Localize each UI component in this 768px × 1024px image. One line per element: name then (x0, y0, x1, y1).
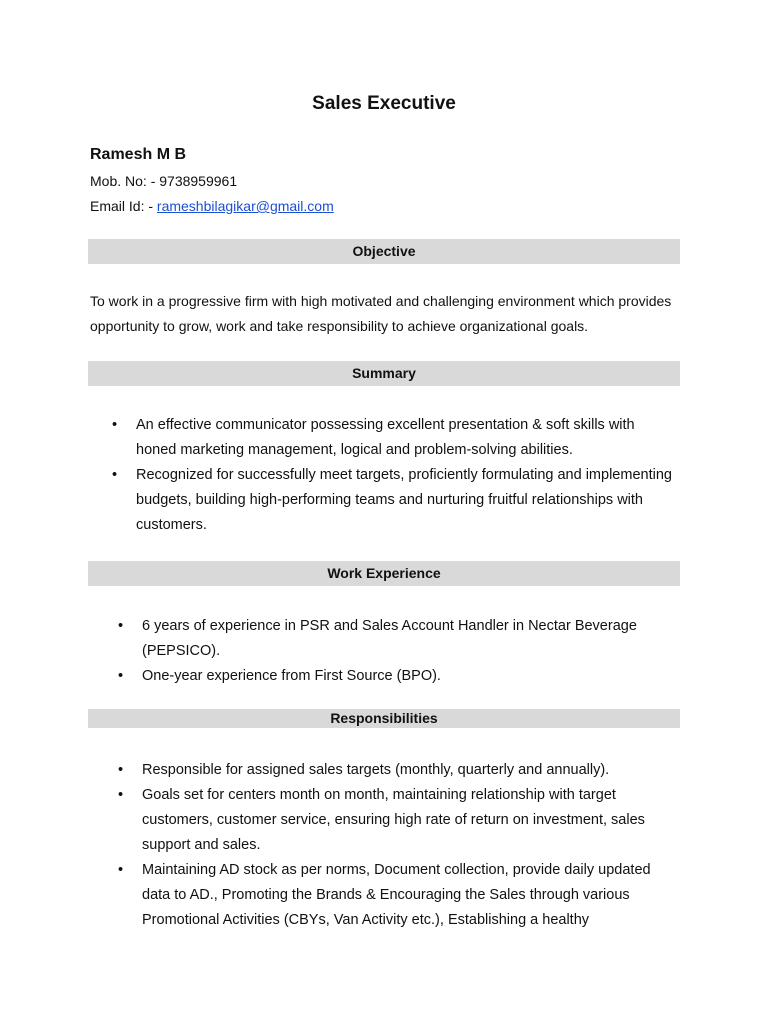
list-item: • An effective communicator possessing excellent presentation & soft skills with honed marketing management, logical and problem-solving abilities. (112, 413, 672, 463)
list-item: • Responsible for assigned sales targets (monthly, quarterly and annually). (118, 758, 678, 783)
list-item: • Goals set for centers month on month, maintaining relationship with target customers, customer service, ensuring high rate of return on investment, sales support and sales. (118, 783, 678, 858)
email-label: Email Id: - (90, 198, 157, 214)
work-experience-heading: Work Experience (88, 561, 680, 586)
document-title: Sales Executive (312, 93, 456, 114)
list-item: • Maintaining AD stock as per norms, Document collection, provide daily updated data to AD., Promoting the Brands & Encouraging the Sales through various Promotional Activities (CBYs, Van Activity etc.), Establishing a healthy (118, 858, 678, 933)
summary-list (112, 413, 672, 538)
work-experience-list (118, 614, 678, 689)
list-item: • 6 years of experience in PSR and Sales Account Handler in Nectar Beverage (PEPSICO). (118, 614, 678, 664)
email-line (90, 197, 334, 215)
list-item: • One-year experience from First Source (BPO). (118, 664, 678, 689)
candidate-name: Ramesh M B (90, 146, 187, 163)
mobile-number: Mob. No: - 9738959961 (90, 173, 238, 189)
responsibilities-heading: Responsibilities (88, 709, 680, 728)
summary-heading: Summary (88, 361, 680, 386)
responsibilities-list (118, 758, 678, 933)
objective-text: To work in a progressive firm with high motivated and challenging environment which provides opportunity to grow, work and take responsibility to achieve organizational goals. (90, 293, 672, 334)
list-item: • Recognized for successfully meet targets, proficiently formulating and implementing budgets, building high-performing teams and nurturing fruitful relationships with customers. (112, 463, 672, 538)
objective-heading: Objective (88, 239, 680, 264)
email-link[interactable]: rameshbilagikar@gmail.com (156, 198, 334, 214)
